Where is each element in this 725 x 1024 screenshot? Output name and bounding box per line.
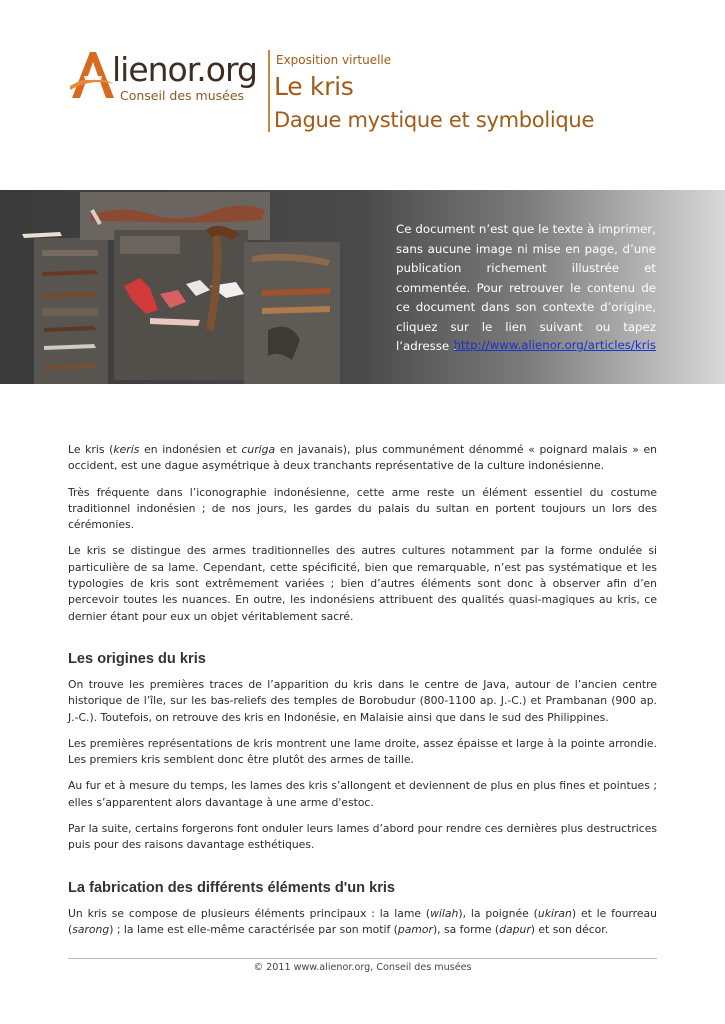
term-pamor: pamor — [397, 922, 433, 936]
article-body — [68, 442, 657, 948]
page-mockup-left — [34, 238, 108, 384]
origins-paragraph-4: Par la suite, certains forgerons font onduler leurs lames d’abord pour rendre ces dernières plus destructrices puis pour des raisons davantage esthétiques. — [68, 822, 657, 852]
origins-paragraph-3: Au fur et à mesure du temps, les lames des kris s’allongent et deviennent de plus en plus fines et pointues ; elles s’apparentent alors davantage à une arme d'estoc. — [68, 779, 657, 809]
term-sarong: sarong — [72, 922, 110, 936]
intro-paragraph-1: Le kris (keris en indonésien et curiga en javanais), plus communément dénommé « poignard malais » en occident, est une dague asymétrique à deux tranchants représentative de la culture indonésienne. — [68, 443, 657, 473]
intro-paragraph-3: Le kris se distingue des armes traditionnelles des autres cultures notamment par la forme ondulée si particulière de sa lame. Cependant, cette spécificité, bien que remarquable, n’est pas systématique et les typologies de kris sont extrêmement variées ; bien d’autres éléments sont donc à observer afin d’en percevoir toutes les nuances. En outre, les indonésiens attribuent des qualités quasi-magiques au kris, ce dernier étant pour eux un objet véritablement sacré. — [68, 544, 657, 623]
info-banner — [0, 190, 725, 384]
page-title: Le kris — [274, 72, 354, 101]
term-curiga: curiga — [241, 443, 276, 456]
section-heading-fabrication: La fabrication des différents éléments d'un kris — [68, 879, 396, 896]
banner-collage-image — [0, 190, 380, 384]
term-wilah: wilah — [430, 906, 459, 920]
page-mockup-map — [114, 226, 248, 380]
intro-paragraph-2: Très fréquente dans l’iconographie indonésienne, cette arme reste un élément essentiel du costume traditionnel indonésien ; de nos jours, les gardes du palais du sultan en portent toujours un lors des cérémonies. — [68, 485, 657, 532]
header-divider — [268, 50, 270, 132]
origins-paragraph-2: Les premières représentations de kris montrent une lame droite, assez épaisse et large à la pointe arrondie. Les premiers kris semblent donc être plutôt des armes de taille. — [68, 736, 657, 767]
article-link[interactable]: http://www.alienor.org/articles/kris — [453, 338, 656, 352]
footer-copyright: © 2011 www.alienor.org, Conseil des musées — [253, 962, 472, 973]
logo-name: lienor.org — [112, 50, 257, 89]
banner-notice-text: Ce document n’est que le texte à imprimer, sans aucune image ni mise en page, d’une publication richement illustrée et commentée. Pour retrouver le contenu de ce document dans son contexte d’origine, cliquez sur le lien suivant ou tapez l’adresse : — [396, 222, 656, 353]
exhibition-label: Exposition virtuelle — [276, 53, 392, 67]
page-mockup-right — [244, 242, 340, 384]
logo-a-mark-icon — [68, 46, 116, 108]
section-heading-origins: Les origines du kris — [68, 650, 206, 667]
page-subtitle: Dague mystique et symbolique — [274, 108, 595, 132]
alienor-logo[interactable] — [68, 46, 273, 108]
origins-paragraph-1: On trouve les premières traces de l’apparition du kris dans le centre de Java, autour de l’ancien centre historique de l’île, sur les bas-reliefs des temples de Borobudur (800-1100 ap. J.-C.) et Prambanan (900 ap. J.-C.). Toutefois, on retrouve des kris en Indonésie, en Malaisie ainsi que dans le sud des Philippines. — [68, 677, 657, 724]
footer-divider — [68, 958, 657, 959]
term-ukiran: ukiran — [537, 906, 572, 920]
fabrication-paragraph-1: Un kris se compose de plusieurs éléments principaux : la lame (wilah), la poignée (ukiran) et le fourreau (sarong) ; la lame est elle-même caractérisée par son motif (pamor), sa forme (dapur) et son décor. — [68, 906, 657, 936]
term-keris: keris — [113, 443, 140, 456]
term-dapur: dapur — [499, 922, 531, 936]
logo-tagline: Conseil des musées — [120, 88, 245, 103]
